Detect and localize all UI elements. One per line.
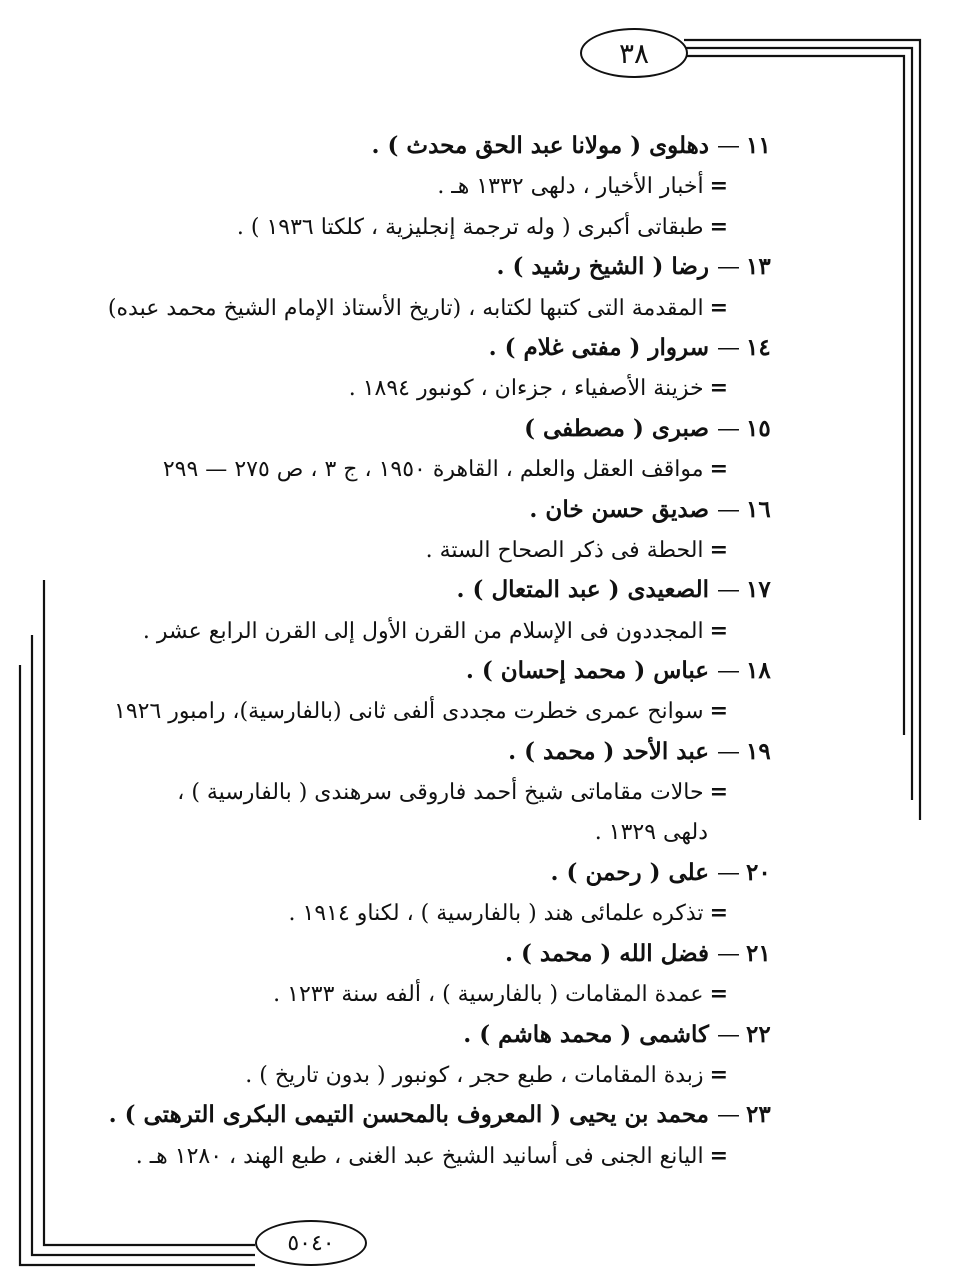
- bibliography-source: [150, 166, 780, 206]
- entry-dash: —: [717, 334, 740, 361]
- bibliography-source: [150, 1055, 780, 1095]
- bibliography-source: [150, 530, 780, 570]
- source-text: خزينة الأصفياء ، جزءان ، كونبور ١٨٩٤ .: [348, 376, 704, 402]
- source-text: اليانع الجنى فى أسانيد الشيخ عبد الغنى ، طبع الهند ، ١٢٨٠ هـ .: [135, 1143, 704, 1169]
- bibliography-entry: [150, 490, 780, 530]
- entry-number: ٢١: [746, 939, 771, 967]
- footer-label: [255, 1220, 367, 1266]
- bibliography-entry: [150, 247, 780, 287]
- source-text: زبدة المقامات ، طبع حجر ، كونبور ( بدون تاريخ ) .: [245, 1062, 704, 1088]
- entry-dash: —: [717, 415, 740, 442]
- source-text: حالات مقاماتى شيخ أحمد فاروقى سرهندى ( بالفارسية ) ،: [177, 780, 704, 806]
- entry-number: ١٨: [746, 657, 771, 685]
- bibliography-source: [150, 772, 780, 812]
- source-marker: =: [709, 456, 728, 483]
- source-marker: =: [709, 900, 728, 927]
- page-number: [580, 28, 688, 78]
- source-marker: =: [709, 617, 728, 644]
- bibliography-entry: [150, 409, 780, 449]
- bibliography-source: [135, 1136, 780, 1176]
- bibliography-source: [150, 449, 780, 489]
- source-marker: =: [709, 536, 728, 563]
- entry-author: محمد بن يحيى ( المعروف بالمحسن التيمى البكرى الترهتى ) .: [108, 1101, 709, 1129]
- entry-number: ٢٢: [746, 1020, 771, 1048]
- bibliography-entry: [150, 328, 780, 368]
- entry-dash: —: [717, 1102, 740, 1129]
- entry-dash: —: [717, 738, 740, 765]
- entry-author: صبرى ( مصطفى ): [524, 414, 709, 442]
- entry-dash: —: [717, 254, 740, 281]
- bibliography-entry: [108, 1095, 780, 1135]
- source-marker: =: [709, 779, 728, 806]
- bibliography-source: [114, 691, 780, 731]
- entry-number: ١٦: [746, 495, 771, 523]
- entry-dash: —: [717, 940, 740, 967]
- source-text: المقدمة التى كتبها لكتابه ، (تاريخ الأستاذ الإمام الشيخ محمد عبده): [107, 295, 704, 321]
- entry-author: دهلوى ( مولانا عبد الحق محدث ) .: [371, 132, 709, 159]
- source-text: سوانح عمرى خطرت مجددى ألفى ثانى (بالفارسية)، رامبور ١٩٢٦: [114, 699, 704, 725]
- entry-dash: —: [717, 577, 740, 604]
- entry-author: كاشمى ( محمد هاشم ) .: [463, 1020, 709, 1048]
- source-marker: =: [709, 375, 728, 402]
- bibliography-entry: [150, 853, 780, 893]
- source-marker: =: [709, 698, 728, 725]
- entry-number: ٢٠: [746, 859, 771, 887]
- source-continuation-text: دلهى ١٣٢٩ .: [594, 819, 708, 845]
- source-text: تذكره علمائى هند ( بالفارسية ) ، لكناو ١٩١٤ .: [288, 901, 704, 927]
- entry-author: فضل الله ( محمد ) .: [504, 939, 709, 967]
- source-continuation: [150, 813, 780, 853]
- source-text: طبقاتى أكبرى ( وله ترجمة إنجليزية ، كلكتا ١٩٣٦ ) .: [236, 214, 704, 240]
- entry-number: ٢٣: [746, 1101, 771, 1129]
- entry-author: صديق حسن خان .: [529, 495, 709, 523]
- source-marker: =: [709, 173, 728, 200]
- page-number-text: ٣٨: [618, 36, 650, 70]
- source-text: المجددون فى الإسلام من القرن الأول إلى القرن الرابع عشر .: [142, 618, 704, 644]
- entry-author: الصعيدى ( عبد المتعال ) .: [456, 576, 709, 604]
- entry-dash: —: [717, 1021, 740, 1048]
- entry-author: عباس ( محمد إحسان ) .: [465, 657, 709, 685]
- entry-dash: —: [717, 860, 740, 887]
- source-text: الحطة فى ذكر الصحاح الستة .: [425, 537, 704, 563]
- source-marker: =: [709, 1142, 728, 1169]
- entry-dash: —: [717, 133, 740, 159]
- entry-number: ١٥: [746, 414, 771, 442]
- entry-author: عبد الأحد ( محمد ) .: [508, 737, 709, 765]
- bibliography-source: [107, 288, 780, 328]
- bibliography-entry: [150, 1015, 780, 1055]
- bibliography-entry: [150, 570, 780, 610]
- source-text: أخبار الأخيار ، دلهى ١٣٣٢ هـ .: [437, 174, 704, 200]
- bibliography-source: [142, 611, 780, 651]
- bibliography-entry: [150, 651, 780, 691]
- bibliography-entry: [150, 732, 780, 772]
- entry-author: رضا ( الشيخ رشيد ) .: [496, 253, 709, 281]
- source-text: عمدة المقامات ( بالفارسية ) ، ألفه سنة ١٢٣٣ .: [273, 982, 704, 1008]
- source-marker: =: [709, 1061, 728, 1088]
- entry-dash: —: [717, 658, 740, 685]
- entry-number: ١٣: [746, 253, 771, 281]
- entry-author: على ( رحمن ) .: [550, 859, 709, 887]
- source-marker: =: [709, 213, 728, 240]
- source-marker: =: [709, 981, 728, 1008]
- entry-dash: —: [717, 496, 740, 523]
- entry-number: ١٤: [746, 333, 771, 361]
- entry-number: ١٧: [746, 576, 771, 604]
- bibliography-list: [107, 126, 780, 1176]
- bibliography-source: [150, 974, 780, 1014]
- bibliography-entry: [150, 126, 780, 166]
- footer-label-text: ٥٠٤٠: [287, 1230, 335, 1256]
- bibliography-source: [150, 207, 780, 247]
- bibliography-source: [150, 368, 780, 408]
- source-marker: =: [709, 294, 728, 321]
- bibliography-source: [150, 893, 780, 933]
- entry-number: ١١: [746, 132, 771, 159]
- source-text: مواقف العقل والعلم ، القاهرة ١٩٥٠ ، ج ٣ ، ص ٢٧٥ — ٢٩٩: [162, 457, 704, 483]
- entry-number: ١٩: [746, 737, 771, 765]
- entry-author: سروار ( مفتى غلام ) .: [488, 333, 709, 361]
- bibliography-entry: [150, 934, 780, 974]
